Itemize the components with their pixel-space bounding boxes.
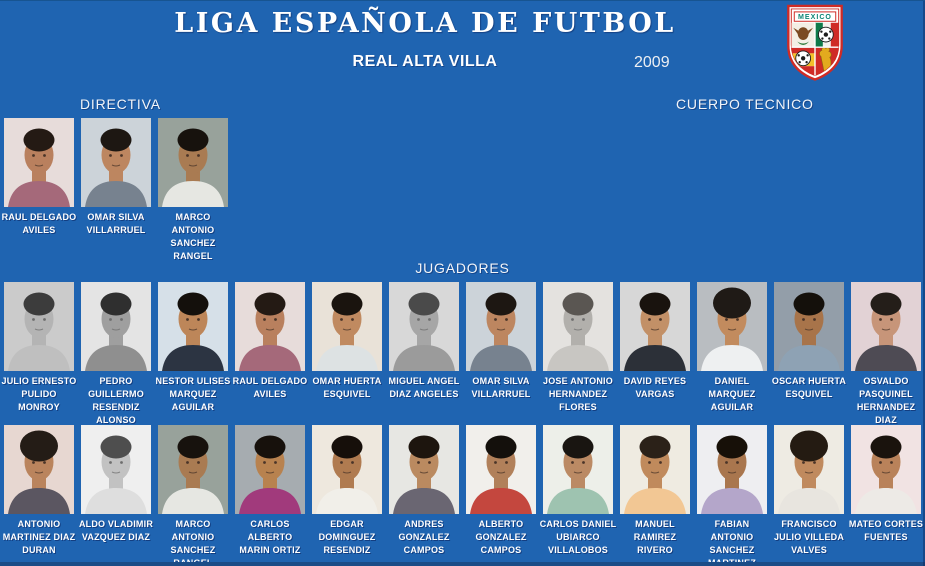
player-name: PEDRO GUILLERMO RESENDIZ ALONSO bbox=[88, 376, 144, 425]
player-photo bbox=[466, 282, 536, 371]
player-name: MARCO ANTONIO SANCHEZ bbox=[170, 519, 216, 555]
player-name: EDGAR DOMINGUEZ RESENDIZ bbox=[318, 519, 376, 555]
section-label-directiva: DIRECTIVA bbox=[80, 96, 161, 112]
player-card bbox=[774, 425, 844, 566]
player-name: ANTONIO MARTINEZ DIAZ DURAN bbox=[2, 519, 76, 555]
player-card bbox=[697, 282, 767, 427]
player-card bbox=[543, 282, 613, 427]
player-card bbox=[848, 425, 924, 566]
player-name: CARLOS ALBERTO MARIN ORTIZ bbox=[239, 519, 301, 555]
player-photo bbox=[4, 425, 74, 514]
player-photo bbox=[543, 425, 613, 514]
player-name: FABIAN ANTONIO SANCHEZ bbox=[709, 519, 755, 555]
player-name: OMAR SILVA VILLARRUEL bbox=[86, 212, 146, 235]
jugadores-row-1 bbox=[1, 282, 921, 427]
player-name: MATEO CORTES FUENTES bbox=[848, 519, 924, 542]
player-name: ALBERTO GONZALEZ CAMPOS bbox=[475, 519, 527, 555]
player-card bbox=[312, 425, 382, 566]
player-name: RAUL DELGADO AVILES bbox=[232, 376, 308, 399]
player-name: MIGUEL ANGEL DIAZ ANGELES bbox=[388, 376, 460, 399]
player-card bbox=[4, 425, 74, 566]
player-card bbox=[78, 425, 154, 566]
player-name: CARLOS DANIEL UBIARCO VILLALOBOS bbox=[539, 519, 617, 555]
page-title: LIGA ESPAÑOLA DE FUTBOL bbox=[174, 8, 676, 39]
player-card bbox=[232, 282, 308, 427]
player-name: DANIEL MARQUEZ AGUILAR bbox=[708, 376, 756, 412]
player-photo bbox=[389, 425, 459, 514]
player-card bbox=[1, 118, 77, 263]
player-photo bbox=[697, 282, 767, 371]
player-card bbox=[539, 425, 617, 566]
team-name: REAL ALTA VILLA bbox=[352, 53, 498, 70]
player-card bbox=[158, 425, 228, 566]
player-photo bbox=[235, 282, 305, 371]
player-name: JULIO ERNESTO PULIDO MONROY bbox=[1, 376, 77, 412]
section-label-cuerpo-tecnico: CUERPO TECNICO bbox=[676, 96, 814, 112]
player-card bbox=[158, 118, 228, 263]
player-card bbox=[81, 118, 151, 263]
player-name: MARCO ANTONIO SANCHEZ RANGEL bbox=[170, 212, 216, 261]
player-photo bbox=[389, 282, 459, 371]
player-card bbox=[81, 282, 151, 427]
player-card bbox=[466, 282, 536, 427]
player-name: OMAR HUERTA ESQUIVEL bbox=[312, 376, 382, 399]
player-card bbox=[466, 425, 536, 566]
player-photo bbox=[620, 282, 690, 371]
player-photo bbox=[81, 118, 151, 207]
player-name: FRANCISCO JULIO VILLEDA VALVES bbox=[773, 519, 845, 555]
directiva-row bbox=[1, 118, 228, 263]
player-card bbox=[312, 282, 382, 427]
player-name: DAVID REYES VARGAS bbox=[623, 376, 687, 399]
bottom-strip bbox=[0, 562, 925, 566]
player-photo bbox=[4, 118, 74, 207]
player-photo bbox=[158, 118, 228, 207]
crest-banner-text: MEXICO bbox=[798, 13, 832, 22]
player-card bbox=[389, 282, 459, 427]
player-photo bbox=[774, 425, 844, 514]
player-photo bbox=[620, 425, 690, 514]
section-label-jugadores: JUGADORES bbox=[415, 260, 510, 276]
player-name: OSVALDO PASQUINEL HERNANDEZ DIAZ bbox=[856, 376, 916, 425]
player-card bbox=[235, 425, 305, 566]
player-card bbox=[389, 425, 459, 566]
season-year: 2009 bbox=[634, 54, 670, 71]
player-photo bbox=[466, 425, 536, 514]
player-card bbox=[155, 282, 231, 427]
player-photo bbox=[312, 425, 382, 514]
player-card bbox=[620, 282, 690, 427]
player-photo bbox=[81, 425, 151, 514]
player-photo bbox=[158, 425, 228, 514]
player-name: MANUEL RAMIREZ RIVERO bbox=[633, 519, 677, 555]
player-photo bbox=[312, 282, 382, 371]
player-name: JOSE ANTONIO HERNANDEZ FLORES bbox=[543, 376, 613, 412]
player-name: OSCAR HUERTA ESQUIVEL bbox=[771, 376, 847, 399]
player-photo bbox=[774, 282, 844, 371]
player-photo bbox=[851, 282, 921, 371]
player-photo bbox=[81, 282, 151, 371]
player-photo bbox=[851, 425, 921, 514]
player-card bbox=[620, 425, 690, 566]
player-photo bbox=[4, 282, 74, 371]
team-crest-icon bbox=[786, 4, 844, 81]
player-card bbox=[1, 282, 77, 427]
player-name: ALDO VLADIMIR VAZQUEZ DIAZ bbox=[78, 519, 154, 542]
player-name: NESTOR ULISES MARQUEZ AGUILAR bbox=[155, 376, 231, 412]
player-photo bbox=[158, 282, 228, 371]
player-photo bbox=[235, 425, 305, 514]
player-photo bbox=[543, 282, 613, 371]
jugadores-row-2 bbox=[2, 425, 924, 566]
player-photo bbox=[697, 425, 767, 514]
player-card bbox=[697, 425, 767, 566]
player-name: OMAR SILVA VILLARRUEL bbox=[471, 376, 531, 399]
player-card bbox=[771, 282, 847, 427]
player-name: ANDRES GONZALEZ CAMPOS bbox=[398, 519, 450, 555]
player-card bbox=[851, 282, 921, 427]
player-name: RAUL DELGADO AVILES bbox=[1, 212, 77, 235]
